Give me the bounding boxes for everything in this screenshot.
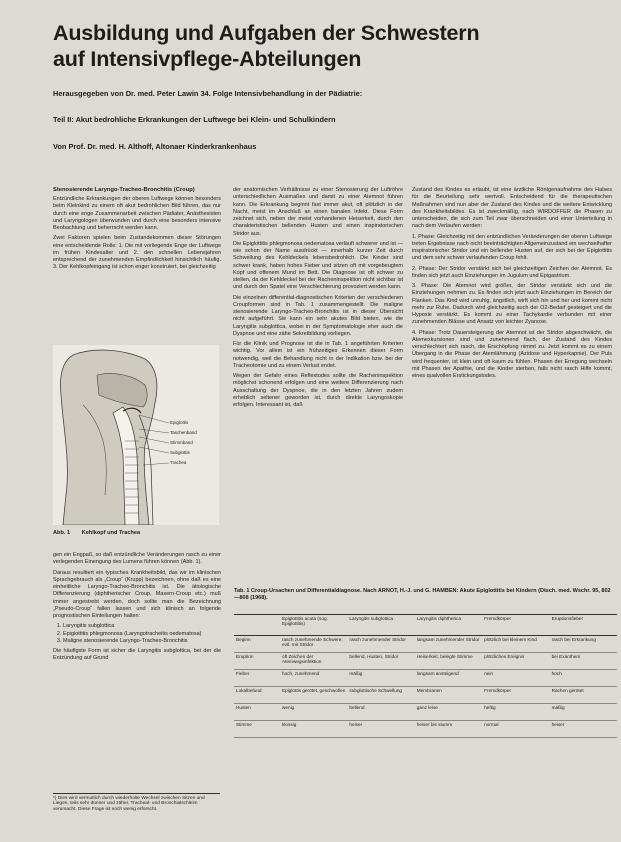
author-line: Von Prof. Dr. med. H. Althoff, Altonaer Kinderkrankenhaus [53, 142, 257, 151]
table-cell: plötzliches Ereignis [482, 653, 549, 670]
list-item: 3. Maligne stenosierende Laryngo-Tracheo-Bronchitis [63, 638, 221, 645]
differential-diagnosis-table [234, 614, 617, 738]
table-cell: heiser [347, 721, 414, 738]
col3-paragraph-1: Zustand des Kindes es erlaubt, ist eine ärztliche Röntgenaufnahme des Halses für die Beurteilung sehr wertvoll. Entscheidend für die therapeutischen Maßnahmen sind nun aber der Zustand des Kindes und die weitere Entwicklung des Krankheitsbildes. Es ist zweckmäßig, nach WIRDOFFER die Phasen zu unterscheiden, die sich zum Teil zwar überschneiden und einer Unterteilung in nach dem Verlaufen werden: [412, 187, 612, 230]
table-row [234, 670, 617, 687]
table-cell: normal [482, 721, 549, 738]
col2-paragraph-4: Für die Klinik und Prognose ist die in Tab. 1 angeführten Kriterien wichtig. Vor allem ist ein frühzeitiges Erkennen dieser Form notwendig, weil die Behandlung nicht in der Indikation bzw. bei der Tracheotomie und zu einem Verlust endet. [233, 341, 403, 369]
table-header-cell: Fremdkörper [482, 615, 549, 636]
table-cell: bellend [347, 704, 414, 721]
table-header-cell: Laryngitis subglottica [347, 615, 414, 636]
col2-paragraph-2: Die Epiglottitis phlegmonosa oedematosa verläuft schwerer und ist — wie schon der Name ausdrückt — innerhalb kurzer Zeit durch Schwellung des Kehldeckels lebensbedrohlich. Die Kinder sind schwer krank, haben hohes Fieber und sitzen oft mit vorgebeugtem Kopf und offenem Mund im Bett. Die Diagnose ist oft schwer zu stellen, da der Kehldeckel bei der Racheninspektion nicht sichtbar ist und durch den Spatel eine Verschlechterung provoziert werden kann. [233, 240, 403, 291]
col1-paragraph-5: Die häufigste Form ist sicher die Laryngitis subglottica, bei der die Entzündung auf Grund [53, 648, 221, 662]
table-cell: ganz leise [415, 704, 482, 721]
list-item: 2. Epiglottitis phlegmonosa (Laryngotracheitis oedematosa) [63, 631, 221, 638]
figure-caption-text: Kehlkopf und Trachea [81, 530, 141, 536]
table-cell: heiser bis stumm [415, 721, 482, 738]
col3-paragraph-3: 2. Phase: Der Stridor verstärkt sich bei gleichzeitigen Zeichen der Atemnot. Es finden sich jetzt auch Einziehungen im Jugulum und Epigastrium. [412, 265, 612, 279]
croup-forms-list [53, 623, 221, 645]
table-cell: Membranen [415, 687, 482, 704]
larynx-figure [53, 345, 219, 525]
table-header-cell: Eruptionsfieber [550, 615, 617, 636]
table-cell: Beginn [234, 636, 280, 653]
table-cell: plötzlich bei kleinem Kind [482, 636, 549, 653]
label-stimmband: Stimmband [170, 440, 193, 445]
table-cell: klossig [280, 721, 347, 738]
list-item: 1. Laryngitis subglottica [63, 623, 221, 630]
table-cell: nein [482, 670, 549, 687]
table-row [234, 653, 617, 670]
col2-paragraph-5: Wegen der Gefahr eines Reflextodes sollte die Racheninspektion möglichst schonend erfolgen und eine weitere Differenzierung nach Ausschaltung der Dyspnoe, die in den letzten Jahren zudem erheblich seltener geworden ist, durch direkte Laryngoskopie erfolgen. Interessant ist, daß [233, 373, 403, 408]
column-1-bottom [53, 552, 221, 789]
table-row [234, 721, 617, 738]
table-cell: bellend, Husten, Stridor [347, 653, 414, 670]
table-caption: Tab. 1 Croup-Ursachen und Differentialdiagnose. Nach ARNOT, H.-J. und G. HAMBEN: Akute Epiglottitis bei Kindern (Dtsch. med. Wschr. 95, 802—808 (1968). [234, 588, 611, 601]
table-cell: Husten [234, 704, 280, 721]
table-cell: Heiserkeit, belegte Stimme [415, 653, 482, 670]
table-header-cell [234, 615, 280, 636]
table-cell: Fremdkörper [482, 687, 549, 704]
table-cell: rasch zunehmende Schwere, evtl. mit Stridor [280, 636, 347, 653]
footnote: *) Dies wird vermutlich durch wiederholte Wechsel zwischen Sitzen und Liegen, teils sehr dünner und zäher, Tracheal- und Bronchialschleim verursacht. Diese Frage ist noch wenig erforscht. [53, 793, 220, 812]
col3-paragraph-4: 3. Phase: Die Atemnot wird größer, der Stridor verstärkt sich und die Einziehungen nehmen zu. Es finden sich jetzt auch Einziehungen im Bereich der Flanken. Das Kind wird unruhig, ängstlich, wirft sich hin und her und kommt nicht mehr zur Ruhe. Dadurch wird gleichzeitig auch der O2-Bedarf gesteigert und die Hypoxie verstärkt. Es kommt zu einer Tachykardie verbunden mit einer zunehmenden Blässe und Ansatz von leichter Zyanose. [412, 283, 612, 326]
section-heading-croup: Stenosierende Laryngo-Tracheo-Bronchitis (Croup) [53, 187, 195, 193]
label-taschenband: Taschenband [170, 430, 197, 435]
table-cell: langsam zunehmender Stridor [415, 636, 482, 653]
label-trachea: Trachea [170, 460, 187, 465]
table-cell: mäßig [347, 670, 414, 687]
table-row [234, 704, 617, 721]
table-cell: Stimme [234, 721, 280, 738]
table-row [234, 636, 617, 653]
table-cell: heiser [550, 721, 617, 738]
col3-paragraph-2: 1. Phase: Gleichzeitig mit den entzündlichen Veränderungen der oberen Luftwege treten Ergebnisse nach nicht beeinträchtigten Allgemeinzustand ein wechselhafter inspiratorischer Stridor und ein bellender Husten auf, der sich bei der Epiglottitis und dem sehr schwer verlaufenden Croup fehlt. [412, 233, 612, 262]
table-cell: heftig [482, 704, 549, 721]
table-cell: Epiglottis gerötet, geschwollen [280, 687, 347, 704]
table-cell: mäßig [550, 704, 617, 721]
label-epiglottis: Epiglottis [170, 420, 189, 425]
col2-paragraph-1: der anatomischen Verhältnisse zu einer Stenosierung der Luftröhre unterschiedlichen Ausmaßes und damit zu einer Atemnot führen kann. Die Erkrankung beginnt fast immer akut, oft plötzlich in der Nacht, meist im Anschluß an einen banalen Infekt. Diese Form zeichnet sich, neben der meist vorhandenen Heiserkeit, durch den charakteristischen bellenden Husten und einen inspiratorischen Stridor aus. [233, 187, 403, 237]
table-cell: Rachen gerötet [550, 687, 617, 704]
col1-paragraph-4: Daraus resultiert ein typisches Krankheitsbild, das wir im klinischen Sprachgebrauch als „Croup“ (Krupp) bezeichnen, ohne daß es eine einheitliche Laryngo-Tracheo-Bronchitis ist. Die ätiologische Differenzierung (diphtherischer Croup, Masern-Croup etc.) muß immer angestrebt werden, doch sollte man die Bezeichnung „Pseudo-Croup“ fallen lassen und sich klinisch an folgende prognostischen Einteilungen halten: [53, 569, 221, 619]
figure-caption-number: Abb. 1 [53, 530, 71, 536]
table-header-cell: Laryngitis diphtherica [415, 615, 482, 636]
col1-paragraph-1: Entzündliche Erkrankungen der oberen Luftwege können besonders beim Kleinkind zu einem oft akut bedrohlichen Bild führen, das nur durch eine enge Zusammenarbeit zwischen Pädiater, Anästhesisten und Laryngologen überwunden und durch eine besonders intensive Beobachtung und beherrscht werden kann. [53, 196, 221, 231]
table-cell: subglottische Schwellung [347, 687, 414, 704]
table-cell: Eruption [234, 653, 280, 670]
col3-paragraph-5: 4. Phase: Trotz Dauersteigerung der Atemnot ist der Stridor abgeschwächt, die Atemexkursionen sind und zunehmend flach, der Zustand des Kindes verschlechtert sich rasch, die Erschöpfung nimmt zu. Jetzt kommt es zu einem Übergang in die Phase der Atemlähmung (Azidose und Hyperkapnie). Der Puls wird frequenter, ist klein und oft kaum zu fühlen. Phasen der Erregung wechseln mit Phasen der Apathie, und die Kinder sterben, falls nicht rasch Hilfe kommt, eines qualvollen Erstickungstodes. [412, 329, 612, 379]
column-1-top [53, 187, 221, 342]
table-header-cell: Epiglottitis acuta (sog. Epiglottitis) [280, 615, 347, 636]
table-cell: hoch, zunehmend [280, 670, 347, 687]
col2-paragraph-3: Die einzelnen differential-diagnostischen Kriterien der verschiedenen Croupformen sind in Tab. 1 zusammengestellt. Die maligne stenosierende Laryngo-Tracheo-Bronchitis ist in dieser Übersicht nicht aufgeführt. Sie kann ein sehr akutes Bild bieten, wie die Laryngitis subglottica, wobei in der Symptomatologie eher auch die Dyspnoe und eine zähe Sekretbildung vorliegen. [233, 294, 403, 337]
table-cell: Lokalbefund [234, 687, 280, 704]
larynx-illustration [53, 345, 219, 525]
table-cell: rasch zunehmender Stridor [347, 636, 414, 653]
table-row [234, 687, 617, 704]
table-cell: Fieber [234, 670, 280, 687]
table-cell: bei Exanthem [550, 653, 617, 670]
part-line: Teil II: Akut bedrohliche Erkrankungen der Luftwege bei Klein- und Schulkindern [53, 115, 336, 124]
figure-caption [53, 530, 140, 536]
column-3 [412, 187, 612, 581]
title-line-1: Ausbildung und Aufgaben der Schwestern [53, 21, 480, 45]
table-cell: wenig [280, 704, 347, 721]
col1-paragraph-2: Zwei Faktoren spielen beim Zustandekommen dieser Störungen eine entscheidende Rolle: 1. Die mit vorliegende Enge der Luftwege im frühen Kindesalter und 2. den schnellen Lebensjahren entsprechend der zunehmenden Empfindlichkeit hinsichtlich häufig. 3. Der Kehlkopfeingang ist schon enger konstruiert, bei gleichzeitig [53, 235, 221, 271]
table-cell: oft Zeichen der Atemwegsinfektion [280, 653, 347, 670]
col1-paragraph-3: gen ein Engpaß, so daß entzündliche Veränderungen rasch zu einer verlegenden Einengung des Lumens führen können (Abb. 1). [53, 552, 221, 566]
article-title [53, 20, 613, 72]
table-header-row [234, 615, 617, 636]
table-cell: langsam ansteigend [415, 670, 482, 687]
editor-line: Herausgegeben von Dr. med. Peter Lawin 34. Folge Intensivbehandlung in der Pädiatrie: [53, 89, 363, 98]
table-cell: rasch bei Erkrankung [550, 636, 617, 653]
label-subglottis: Subglottis [170, 450, 190, 455]
table-cell: hoch [550, 670, 617, 687]
column-2 [233, 187, 403, 581]
title-line-2: auf Intensivpflege-Abteilungen [53, 47, 362, 71]
